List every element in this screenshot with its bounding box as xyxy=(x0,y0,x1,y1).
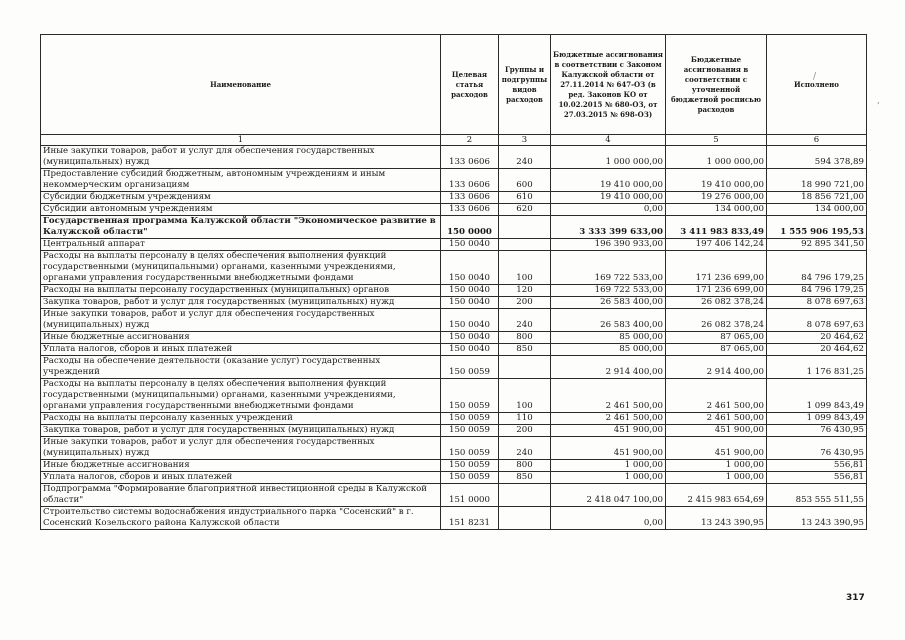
row-executed-amount: 8 078 697,63 xyxy=(767,309,867,332)
header-law: Бюджетные ассигнования в соответствии с Законом Калужской области от 27.11.2014 № 647-ОЗ (в ред. Законов КО от 10.02.2015 № 680-ОЗ, от 27.03.2015 № 698-ОЗ) xyxy=(551,35,666,135)
page-number: 317 xyxy=(846,593,865,603)
row-target-code: 150 0040 xyxy=(441,344,499,356)
row-executed-amount: 76 430,95 xyxy=(767,437,867,460)
row-group-code xyxy=(499,356,551,379)
row-name: Иные бюджетные ассигнования xyxy=(41,332,441,344)
table-row xyxy=(41,460,867,472)
row-target-code: 150 0059 xyxy=(441,460,499,472)
row-executed-amount: 556,81 xyxy=(767,460,867,472)
row-refined-amount: 19 276 000,00 xyxy=(666,192,767,204)
column-number: 4 xyxy=(551,135,666,146)
header-target: Целевая статья расходов xyxy=(441,35,499,135)
row-group-code: 120 xyxy=(499,285,551,297)
row-refined-amount: 171 236 699,00 xyxy=(666,285,767,297)
row-group-code xyxy=(499,239,551,251)
row-executed-amount: 13 243 390,95 xyxy=(767,507,867,530)
header-executed: Исполнено xyxy=(767,35,867,135)
table-row xyxy=(41,344,867,356)
row-law-amount: 26 583 400,00 xyxy=(551,297,666,309)
row-target-code: 150 0059 xyxy=(441,356,499,379)
row-refined-amount: 3 411 983 833,49 xyxy=(666,216,767,239)
row-group-code: 800 xyxy=(499,460,551,472)
column-number: 1 xyxy=(41,135,441,146)
row-refined-amount: 134 000,00 xyxy=(666,204,767,216)
row-target-code: 133 0606 xyxy=(441,146,499,169)
row-target-code: 133 0606 xyxy=(441,204,499,216)
row-group-code: 200 xyxy=(499,425,551,437)
row-target-code: 150 0059 xyxy=(441,437,499,460)
column-number-row xyxy=(41,135,867,146)
row-law-amount: 19 410 000,00 xyxy=(551,169,666,192)
row-law-amount: 196 390 933,00 xyxy=(551,239,666,251)
row-refined-amount: 2 461 500,00 xyxy=(666,413,767,425)
row-target-code: 150 0040 xyxy=(441,239,499,251)
row-group-code xyxy=(499,507,551,530)
row-group-code xyxy=(499,216,551,239)
row-executed-amount: 92 895 341,50 xyxy=(767,239,867,251)
row-executed-amount: 594 378,89 xyxy=(767,146,867,169)
row-law-amount: 1 000 000,00 xyxy=(551,146,666,169)
table-row xyxy=(41,437,867,460)
column-number: 5 xyxy=(666,135,767,146)
row-name: Расходы на выплаты персоналу государственных (муниципальных) органов xyxy=(41,285,441,297)
table-row xyxy=(41,425,867,437)
row-executed-amount: 1 176 831,25 xyxy=(767,356,867,379)
table-row xyxy=(41,309,867,332)
row-law-amount: 0,00 xyxy=(551,507,666,530)
table-row xyxy=(41,507,867,530)
row-group-code: 240 xyxy=(499,437,551,460)
row-executed-amount: 20 464,62 xyxy=(767,344,867,356)
row-law-amount: 1 000,00 xyxy=(551,472,666,484)
row-refined-amount: 2 461 500,00 xyxy=(666,379,767,413)
row-executed-amount: 84 796 179,25 xyxy=(767,251,867,285)
row-law-amount: 1 000,00 xyxy=(551,460,666,472)
row-law-amount: 19 410 000,00 xyxy=(551,192,666,204)
row-refined-amount: 2 914 400,00 xyxy=(666,356,767,379)
row-target-code: 150 0059 xyxy=(441,379,499,413)
row-target-code: 133 0606 xyxy=(441,169,499,192)
row-name: Иные закупки товаров, работ и услуг для обеспечения государственных (муниципальных) нужд xyxy=(41,309,441,332)
row-name: Расходы на выплаты персоналу в целях обеспечения выполнения функций государственными (муниципальными) органами, казенными учреждениями, органами управления государственными внебюджетными фондами xyxy=(41,379,441,413)
row-law-amount: 85 000,00 xyxy=(551,344,666,356)
row-name: Уплата налогов, сборов и иных платежей xyxy=(41,472,441,484)
row-name: Расходы на выплаты персоналу в целях обеспечения выполнения функций государственными (муниципальными) органами, казенными учреждениями, органами управления государственными внебюджетными фондами xyxy=(41,251,441,285)
row-executed-amount: 20 464,62 xyxy=(767,332,867,344)
row-refined-amount: 26 082 378,24 xyxy=(666,309,767,332)
row-target-code: 133 0606 xyxy=(441,192,499,204)
row-name: Иные бюджетные ассигнования xyxy=(41,460,441,472)
table-row xyxy=(41,472,867,484)
row-name: Государственная программа Калужской области "Экономическое развитие в Калужской области" xyxy=(41,216,441,239)
row-law-amount: 2 914 400,00 xyxy=(551,356,666,379)
table-body xyxy=(41,146,867,530)
row-name: Закупка товаров, работ и услуг для государственных (муниципальных) нужд xyxy=(41,425,441,437)
row-target-code: 150 0059 xyxy=(441,472,499,484)
row-refined-amount: 1 000 000,00 xyxy=(666,146,767,169)
row-refined-amount: 26 082 378,24 xyxy=(666,297,767,309)
table-row xyxy=(41,297,867,309)
row-executed-amount: 556,81 xyxy=(767,472,867,484)
row-name: Подпрограмма "Формирование благоприятной инвестиционной среды в Калужской области" xyxy=(41,484,441,507)
header-name: Наименование xyxy=(41,35,441,135)
row-target-code: 150 0059 xyxy=(441,425,499,437)
row-law-amount: 26 583 400,00 xyxy=(551,309,666,332)
row-law-amount: 2 461 500,00 xyxy=(551,413,666,425)
row-group-code: 100 xyxy=(499,251,551,285)
row-refined-amount: 197 406 142,24 xyxy=(666,239,767,251)
row-law-amount: 169 722 533,00 xyxy=(551,285,666,297)
row-executed-amount: 8 078 697,63 xyxy=(767,297,867,309)
row-law-amount: 85 000,00 xyxy=(551,332,666,344)
table-row xyxy=(41,484,867,507)
row-refined-amount: 451 900,00 xyxy=(666,425,767,437)
row-executed-amount: 84 796 179,25 xyxy=(767,285,867,297)
row-name: Строительство системы водоснабжения индустриального парка "Сосенский" в г. Сосенский Козельского района Калужской области xyxy=(41,507,441,530)
row-name: Субсидии бюджетным учреждениям xyxy=(41,192,441,204)
row-law-amount: 451 900,00 xyxy=(551,425,666,437)
row-refined-amount: 171 236 699,00 xyxy=(666,251,767,285)
header-refined: Бюджетные ассигнования в соответствии с уточненной бюджетной росписью расходов xyxy=(666,35,767,135)
row-refined-amount: 13 243 390,95 xyxy=(666,507,767,530)
row-target-code: 150 0040 xyxy=(441,251,499,285)
row-executed-amount: 134 000,00 xyxy=(767,204,867,216)
row-refined-amount: 87 065,00 xyxy=(666,332,767,344)
table-row xyxy=(41,251,867,285)
scan-mark: , xyxy=(877,96,880,106)
row-law-amount: 169 722 533,00 xyxy=(551,251,666,285)
row-group-code: 800 xyxy=(499,332,551,344)
table-row xyxy=(41,239,867,251)
row-group-code: 850 xyxy=(499,344,551,356)
row-name: Иные закупки товаров, работ и услуг для обеспечения государственных (муниципальных) нужд xyxy=(41,437,441,460)
row-target-code: 150 0040 xyxy=(441,297,499,309)
row-target-code: 150 0040 xyxy=(441,285,499,297)
row-name: Расходы на обеспечение деятельности (оказание услуг) государственных учреждений xyxy=(41,356,441,379)
row-name: Иные закупки товаров, работ и услуг для обеспечения государственных (муниципальных) нужд xyxy=(41,146,441,169)
row-name: Уплата налогов, сборов и иных платежей xyxy=(41,344,441,356)
table-row xyxy=(41,169,867,192)
row-group-code: 240 xyxy=(499,146,551,169)
row-refined-amount: 451 900,00 xyxy=(666,437,767,460)
row-name: Предоставление субсидий бюджетным, автономным учреждениям и иным некоммерческим организациям xyxy=(41,169,441,192)
row-group-code: 610 xyxy=(499,192,551,204)
row-target-code: 151 8231 xyxy=(441,507,499,530)
column-number: 3 xyxy=(499,135,551,146)
row-group-code: 200 xyxy=(499,297,551,309)
row-law-amount: 451 900,00 xyxy=(551,437,666,460)
row-refined-amount: 2 415 983 654,69 xyxy=(666,484,767,507)
table-row xyxy=(41,332,867,344)
row-target-code: 150 0040 xyxy=(441,309,499,332)
row-target-code: 150 0000 xyxy=(441,216,499,239)
table-row xyxy=(41,146,867,169)
scan-mark: / xyxy=(813,72,817,82)
row-executed-amount: 18 990 721,00 xyxy=(767,169,867,192)
row-executed-amount: 1 099 843,49 xyxy=(767,413,867,425)
table-row xyxy=(41,413,867,425)
row-target-code: 151 0000 xyxy=(441,484,499,507)
table-row xyxy=(41,192,867,204)
row-group-code: 110 xyxy=(499,413,551,425)
table-row xyxy=(41,216,867,239)
row-refined-amount: 87 065,00 xyxy=(666,344,767,356)
row-executed-amount: 1 555 906 195,53 xyxy=(767,216,867,239)
row-refined-amount: 19 410 000,00 xyxy=(666,169,767,192)
column-number: 6 xyxy=(767,135,867,146)
row-group-code: 240 xyxy=(499,309,551,332)
row-name: Расходы на выплаты персоналу казенных учреждений xyxy=(41,413,441,425)
row-group-code: 850 xyxy=(499,472,551,484)
row-name: Закупка товаров, работ и услуг для государственных (муниципальных) нужд xyxy=(41,297,441,309)
row-law-amount: 3 333 399 633,00 xyxy=(551,216,666,239)
row-name: Субсидии автономным учреждениям xyxy=(41,204,441,216)
row-executed-amount: 853 555 511,55 xyxy=(767,484,867,507)
header-group: Группы и подгруппы видов расходов xyxy=(499,35,551,135)
row-group-code xyxy=(499,484,551,507)
row-executed-amount: 18 856 721,00 xyxy=(767,192,867,204)
row-executed-amount: 1 099 843,49 xyxy=(767,379,867,413)
table-row xyxy=(41,204,867,216)
row-law-amount: 0,00 xyxy=(551,204,666,216)
row-group-code: 600 xyxy=(499,169,551,192)
row-name: Центральный аппарат xyxy=(41,239,441,251)
row-refined-amount: 1 000,00 xyxy=(666,472,767,484)
table-row xyxy=(41,379,867,413)
header-row xyxy=(41,35,867,135)
row-executed-amount: 76 430,95 xyxy=(767,425,867,437)
row-law-amount: 2 461 500,00 xyxy=(551,379,666,413)
row-law-amount: 2 418 047 100,00 xyxy=(551,484,666,507)
table-row xyxy=(41,285,867,297)
table-row xyxy=(41,356,867,379)
row-refined-amount: 1 000,00 xyxy=(666,460,767,472)
row-group-code: 620 xyxy=(499,204,551,216)
budget-table xyxy=(40,34,867,530)
row-target-code: 150 0059 xyxy=(441,413,499,425)
row-target-code: 150 0040 xyxy=(441,332,499,344)
row-group-code: 100 xyxy=(499,379,551,413)
column-number: 2 xyxy=(441,135,499,146)
